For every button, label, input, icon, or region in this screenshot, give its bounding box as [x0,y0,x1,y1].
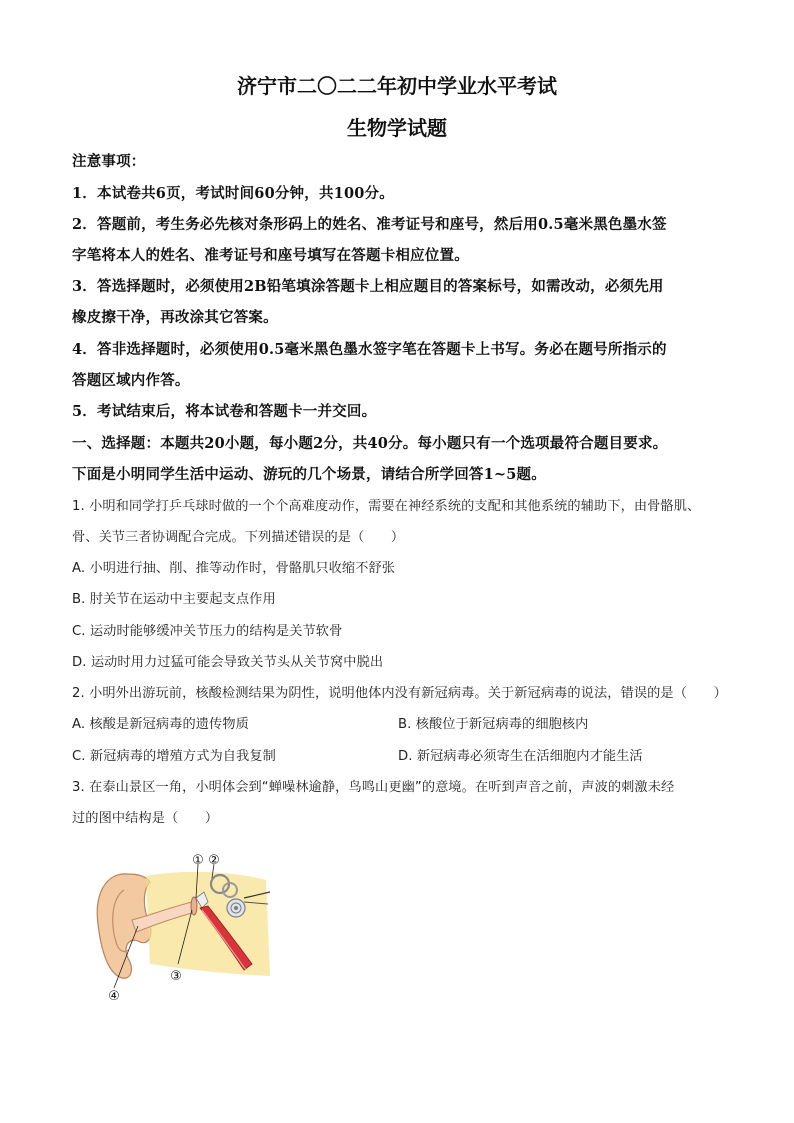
question-2-option-b: B. 核酸位于新冠病毒的细胞核内 [398,717,589,732]
question-3-stem: 3. 在泰山景区一角，小明体会到“蝉噪林逾静，鸟鸣山更幽”的意境。在听到声音之前，声波的刺激未经 [72,780,675,795]
ear-structure-diagram [88,846,288,1006]
label-2: ② [208,853,220,868]
question-1-stem: 1. 小明和同学打乒乓球时做的一个个高难度动作，需要在神经系统的支配和其他系统的辅助下，由骨骼肌、 [72,499,701,514]
question-2-option-d: D. 新冠病毒必须寄生在活细胞内才能生活 [398,749,643,764]
notice-heading: 注意事项： [72,153,146,170]
notice-item: 橡皮擦干净，再改涂其它答案。 [72,309,278,326]
notice-item: 5．考试结束后，将本试卷和答题卡一并交回。 [72,403,377,420]
question-3-stem: 过的图中结构是（ ） [72,811,219,826]
section-intro: 下面是小明同学生活中运动、游玩的几个场景，请结合所学回答1~5题。 [72,466,546,483]
question-1-option-a: A. 小明进行抽、削、推等动作时，骨骼肌只收缩不舒张 [72,561,396,576]
notice-item: 1．本试卷共6页，考试时间60分钟，共100分。 [72,185,394,202]
question-2-option-c: C. 新冠病毒的增殖方式为自我复制 [72,749,276,764]
notice-item: 2．答题前，考生务必先核对条形码上的姓名、准考证号和座号，然后用0.5毫米黑色墨水签 [72,216,667,233]
label-1: ① [192,853,204,868]
question-1-option-c: C. 运动时能够缓冲关节压力的结构是关节软骨 [72,624,343,639]
question-2-option-a: A. 核酸是新冠病毒的遗传物质 [72,717,249,732]
question-1-option-b: B. 肘关节在运动中主要起支点作用 [72,592,276,607]
notice-item: 答题区域内作答。 [72,372,190,389]
notice-item: 3．答选择题时，必须使用2B铅笔填涂答题卡上相应题目的答案标号，如需改动，必须先用 [72,278,664,295]
exam-title: 济宁市二〇二二年初中学业水平考试 [237,74,557,98]
section-heading: 一、选择题：本题共20小题，每小题2分，共40分。每小题只有一个选项最符合题目要求。 [72,435,668,452]
exam-subtitle: 生物学试题 [347,116,447,140]
label-4: ④ [108,989,120,1004]
question-2-stem: 2. 小明外出游玩前，核酸检测结果为阴性，说明他体内没有新冠病毒。关于新冠病毒的说法，错误的是（ ） [72,686,727,701]
question-1-stem: 骨、关节三者协调配合完成。下列描述错误的是（ ） [72,530,405,545]
cochlea-core [234,906,238,910]
notice-item: 4．答非选择题时，必须使用0.5毫米黑色墨水签字笔在答题卡上书写。务必在题号所指示的 [72,341,667,358]
question-1-option-d: D. 运动时用力过猛可能会导致关节头从关节窝中脱出 [72,655,384,670]
eardrum-shape [191,897,197,915]
tissue-background [146,872,270,976]
notice-item: 字笔将本人的姓名、准考证号和座号填写在答题卡相应位置。 [72,247,469,264]
label-3: ③ [170,969,182,984]
